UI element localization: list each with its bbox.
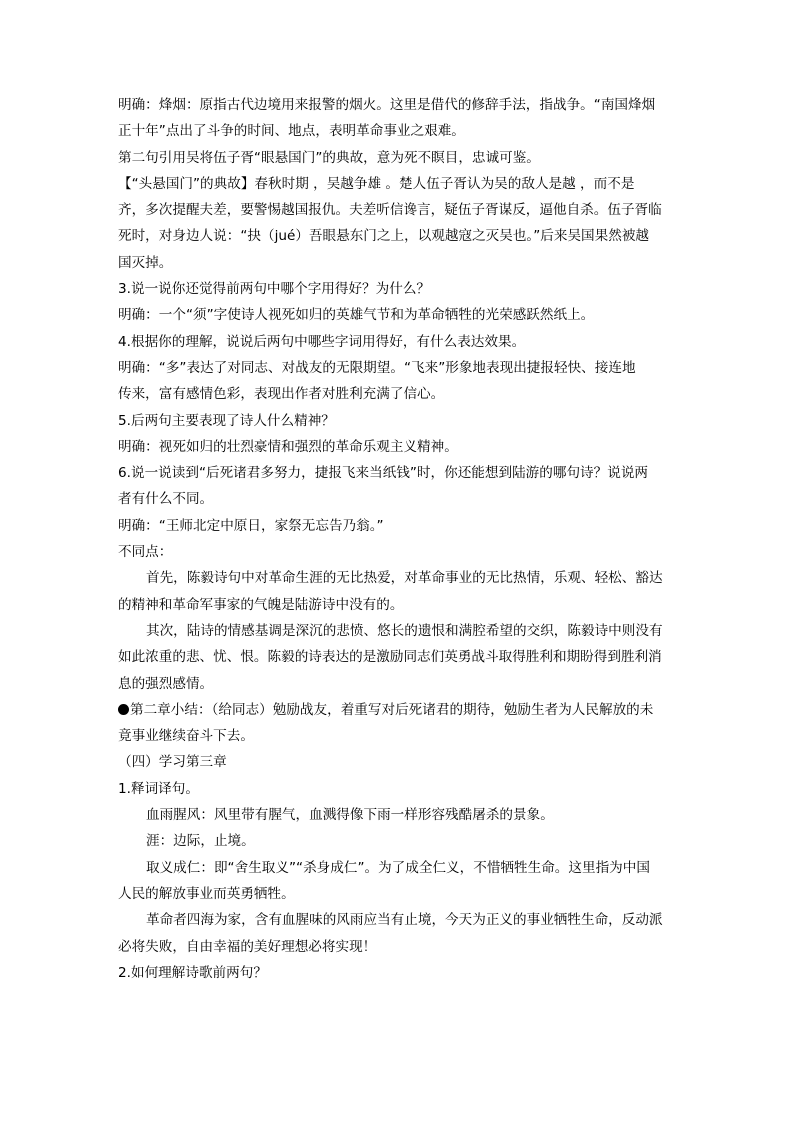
text-line: 不同点： (118, 544, 173, 561)
text-line: 涯：边际，止境。 (146, 833, 255, 850)
text-line: 【“头悬国门”的典故】春秋时期 ，吴越争雄 。楚人伍子胥认为吴的敌人是越 ，而不是 (118, 175, 635, 192)
question-line: 4.根据你的理解，说说后两句中哪些字词用得好，有什么表达效果。 (118, 333, 526, 350)
text-line: 死时，对身边人说：“抉（jué）吾眼悬东门之上，以观越寇之灭吴也。”后来吴国果然被越 (118, 228, 650, 245)
text-line: 的精神和革命军事家的气魄是陆游诗中没有的。 (118, 596, 404, 613)
answer-line: 明确：一个“须”字使诗人视死如归的英雄气节和为革命牺牲的光荣感跃然纸上。 (118, 307, 595, 324)
answer-line: 明确：“多”表达了对同志、对战友的无限期望。“飞来”形象地表现出捷报轻快、接连地 (118, 359, 636, 376)
section-heading: （四）学习第三章 (118, 754, 227, 771)
document-body (118, 92, 676, 986)
question-line: 3.说一说你还觉得前两句中哪个字用得好？为什么？ (118, 281, 431, 298)
text-line: 齐，多次提醒夫差，要警惕越国报仇。夫差听信谗言，疑伍子胥谋反，逼他自杀。伍子胥临 (118, 202, 662, 219)
text-line: 息的强烈感情。 (118, 675, 214, 692)
answer-line: 明确：“王师北定中原日，家祭无忘告乃翁。” (118, 517, 384, 534)
text-line: 革命者四海为家，含有血腥味的风雨应当有止境，今天为正义的事业牺牲生命，反动派 (146, 912, 663, 929)
text-line: 明确：烽烟：原指古代边境用来报警的烟火。这里是借代的修辞手法，指战争。“南国烽烟 (118, 97, 656, 113)
summary-text: 第二章小结：（给同志）勉励战友，着重写对后死诸君的期待，勉励生者为人民解放的未 (130, 701, 654, 718)
text-line: 国灭掉。 (118, 254, 173, 271)
text-line: 正十年”点出了斗争的时间、地点，表明革命事业之艰难。 (118, 123, 465, 140)
text-line: 人民的解放事业而英勇牺牲。 (118, 885, 295, 902)
question-line: 6.说一说读到“后死诸君多努力，捷报飞来当纸钱”时，你还能想到陆游的哪句诗？说说两 (118, 465, 649, 482)
question-line: 1.释词译句。 (118, 780, 199, 797)
bullet-icon (118, 704, 129, 715)
text-line: 其次，陆诗的情感基调是深沉的悲愤、悠长的遗恨和满腔希望的交织，陈毅诗中则没有 (146, 622, 663, 639)
text-line: 者有什么不同。 (118, 491, 214, 508)
question-line: 5.后两句主要表现了诗人什么精神？ (118, 412, 335, 429)
text-line: 传来，富有感情色彩，表现出作者对胜利充满了信心。 (118, 386, 445, 403)
text-line: 首先，陈毅诗句中对革命生涯的无比热爱，对革命事业的无比热情，乐观、轻松、豁达 (146, 570, 663, 587)
text-line: 必将失败，自由幸福的美好理想必将实现！ (118, 938, 377, 955)
answer-line: 明确：视死如归的壮烈豪情和强烈的革命乐观主义精神。 (118, 438, 458, 455)
text-line: 第二句引用吴将伍子胥“眼悬国门”的典故，意为死不瞑目，忠诚可鉴。 (118, 149, 540, 166)
text-line: 竟事业继续奋斗下去。 (118, 728, 254, 745)
text-line: 血雨腥风：风里带有腥气，血溅得像下雨一样形容残酷屠杀的景象。 (146, 807, 554, 824)
text-line: 取义成仁：即“舍生取义”“杀身成仁”。为了成全仁义，不惜牺牲生命。这里指为中国 (146, 859, 650, 876)
summary-line (118, 697, 676, 723)
question-line: 2.如何理解诗歌前两句？ (118, 964, 267, 981)
text-line: 如此浓重的悲、忧、恨。陈毅的诗表达的是激励同志们英勇战斗取得胜利和期盼得到胜利消 (118, 649, 662, 666)
